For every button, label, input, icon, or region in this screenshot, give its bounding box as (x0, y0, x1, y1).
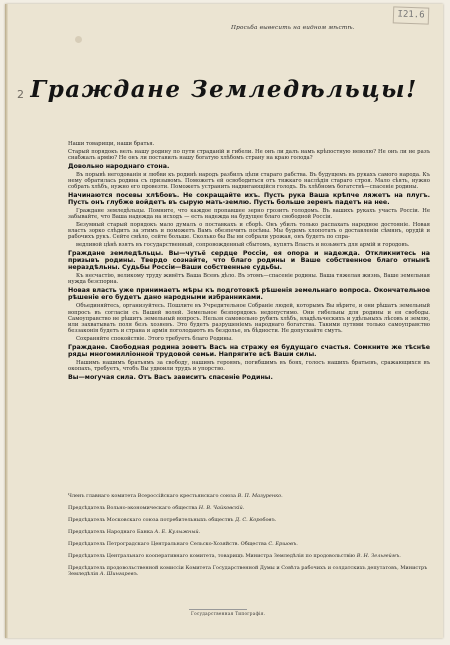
leaflet-title: Граждане Земледѣльцы! (30, 76, 418, 103)
appeal-body (68, 141, 430, 383)
body-paragraph: ведливой цѣнѣ взятъ въ государственный, сопровожденный сбытомъ, купятъ Власть и возьметъ для армій и городовъ. (76, 242, 410, 249)
body-paragraph: Сохраняйте спокойствіе. Этого требуетъ благо Родины. (76, 335, 233, 342)
body-paragraph: Объединяйтесь, организуйтесь. Пошлите въ Учредительное Собраніе людей, которымъ Вы вѣрите, и они рѣшатъ земельный вопросъ въ согласіи съ Вашей волей. Земельное безпорядокъ недопустимо. Они гибельны для родины и ея свободы. Самоуправство не рѣшитъ земельный вопросъ. Нельзя самовольно рубить хлѣбъ, владѣльческихъ и удѣльныхъ лѣсовъ и землю, или захватывать поля безъ хозяевъ. Это будетъ разрушеніемъ народнаго богатства. Такими путями только самоуправство беззаконія будетъ и страна и армія поголодаютъ въ бездолье, въ бѣдности. Не допускайте смутъ. (68, 303, 430, 334)
bold-appeal-paragraph: Вы—могучая сила. Отъ Васъ зависитъ спасеніе Родины. (68, 373, 273, 381)
bold-appeal-paragraph: Граждане. Свободная родина зоветъ Васъ на стражу ея будущаго счастья. Сомкните же тѣснѣе ряды многомилліонной трудовой семьи. Напрягите всѣ Ваши силы. (68, 343, 430, 358)
signatory-name: Д. С. Коробовъ. (235, 517, 277, 523)
paper-hole (75, 36, 82, 43)
signatory-line (68, 529, 430, 535)
signatory-line (68, 517, 430, 523)
signatory-line (68, 553, 430, 559)
body-paragraph: Старый порядокъ велъ нашу родину по пути страданій и гибели. Не онъ ли далъ намъ крѣпостную неволю? Не онъ ли не разъ снабжалъ армію? Не онъ ли поставилъ нашу богатую хлѣбомъ страну на краю голода? (68, 148, 430, 161)
signatory-role: Предсѣдатель продовольственной комиссіи Комитета Государственной Думы и Совѣта рабочихъ и солдатскихъ депутатовъ, Министръ Земледѣлія (68, 565, 428, 578)
signatory-role: Предсѣдатель Вольно-экономическаго общества (68, 505, 198, 511)
signatory-role: Предсѣдатель Народнаго Банка (68, 529, 153, 535)
body-paragraph: Нашимъ нашимъ братьямъ за свободу, нашимъ героямъ, погибшимъ въ боях, голосъ нашихъ братьевъ, сражающихся въ окопахъ, требуетъ, чтобъ Вы удвоили трудъ и упорство. (68, 359, 430, 372)
signatory-role: Предсѣдатель Петроградскаго Центральнаго Сельско-Хозяйств. Общества (68, 541, 267, 547)
signatory-line (68, 493, 430, 499)
signatory-line (68, 505, 430, 511)
body-paragraph: Въ порывѣ негодованія и любви къ родинѣ народъ разбилъ цѣпи стараго рабства. Въ будущемъ въ рукахъ самого народа. Къ нему обратилась родина съ призывомъ. Поможетъ ей освободиться отъ тяжкаго наслѣдія стараго строя. Мало сѣять, нужно собрать хлѣбъ, нужно его провезти. Поможетъ устранить надвигающійся голодъ. Въ хлѣбномъ богатствѣ—спасеніе родины. (68, 171, 430, 191)
signatory-name: С. Ершовъ. (268, 541, 298, 547)
bold-appeal-paragraph: Начинаются посевы хлѣбовъ. Не сокращайте ихъ. Пусть рука Ваша крѣпче ляжетъ на плугъ. Пусть онъ глубже войдетъ въ сырую мать-землю. Пусть больше зеренъ падетъ на нее. (68, 191, 430, 207)
signatory-role: Предсѣдатель Центральнаго кооперативнаго комитета, товарищъ Министра Земледѣлія по продовольствію (68, 553, 356, 559)
signatory-name: Н. В. Чайковскій. (198, 505, 245, 511)
margin-mark: 2 (17, 88, 24, 101)
body-paragraph: Къ несчастію, великому труду живётъ Ваша Всевъ дѣло. Въ этомъ—спасеніе родины. Ваша тяжелая жизнь, Ваше земельная нужда безспорна. (68, 273, 430, 286)
bold-appeal-paragraph: Граждане земледѣльцы. Вы—чутьё сердце Россіи, ея опора и надежда. Откликнитесь на призывъ родины. Твердо сознайте, что благо родины и Ваше собственное благо отнынѣ нераздѣльны. Судьбы Россіи—Ваши собственные судьбы. (68, 249, 430, 272)
signatory-name: А. Е. Кулыжный. (154, 529, 201, 535)
body-paragraph: Граждане земледѣльцы. Помните, что каждое пропавшее зерно грозитъ голодомъ. Въ вашихъ рукахъ участь Россіи. Не забывайте, что Ваша надежда на исходъ — есть надежда на будущее благо свободной Россіи. (68, 207, 430, 221)
signatories-block (68, 493, 430, 583)
printer-imprint: Государственная Типографія. (191, 611, 266, 616)
leaflet-sheet (5, 4, 443, 638)
signatory-role: Членъ главнаго комитета Всероссійскаго крестьянскаго союза (68, 493, 237, 499)
posting-request: Просьба вывесить на видном мѣстѣ. (231, 25, 355, 31)
signatory-role: Предсѣдатель Московскаго союза потребительныхъ обществъ (68, 517, 234, 523)
signatory-line (68, 541, 430, 547)
archive-number-stamp: I21.6 (393, 6, 430, 24)
bold-appeal-paragraph: Довольно народнаго стона. (68, 162, 170, 170)
signatory-name: А. Шингаревъ. (99, 571, 139, 578)
signatory-name: В. П. Мазуренко. (237, 493, 283, 499)
signatory-line (68, 565, 430, 578)
body-paragraph: Безумный старый порядокъ мало думалъ о поставкахъ и сборѣ. Онъ убилъ только распахать народное достояніе. Новая власть зорко слѣдитъ за этимъ и поможетъ Вамъ обезпечить посѣвы. Мы будемъ хлопотать о доставленіи сѣмянъ, орудій и рабочихъ рукъ. Сейте смѣло, сейте больше. Сколько бы Вы ни собрали урожая, онъ будетъ по спра- (68, 221, 430, 241)
bold-appeal-paragraph: Новая власть уже принимаетъ мѣры къ подготовкѣ рѣшенія земельнаго вопроса. Окончательное рѣшеніе его будетъ дано народными избранниками. (68, 287, 430, 302)
body-paragraph: Наши товарищи, наши братья. (68, 141, 155, 147)
signatory-name: В. Н. Зельгеймъ. (356, 553, 401, 559)
